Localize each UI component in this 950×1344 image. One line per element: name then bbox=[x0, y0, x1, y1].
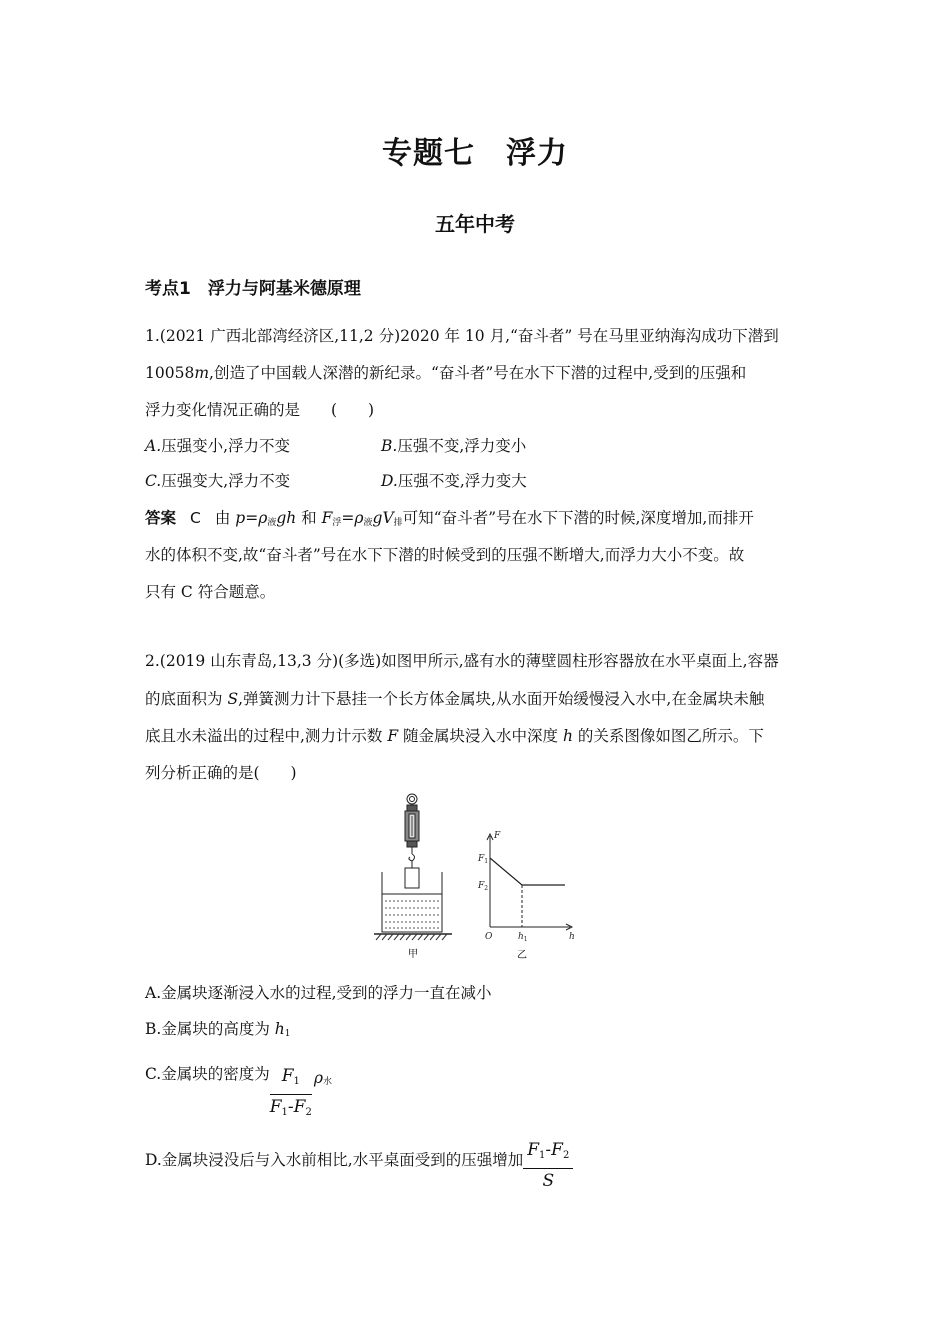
minus-sign: - bbox=[287, 1097, 294, 1117]
symbol-h: h bbox=[274, 1020, 285, 1038]
scale-hook bbox=[409, 854, 415, 861]
rho-sub: 水 bbox=[322, 1077, 332, 1087]
q2-line-4: 列分析正确的是( ) bbox=[145, 764, 297, 782]
minus-sign: - bbox=[545, 1140, 552, 1160]
q2-text: 的底面积为 bbox=[145, 690, 228, 708]
q1-depth-value: 10058 bbox=[145, 364, 195, 382]
q1-option-a[interactable] bbox=[145, 436, 290, 456]
graph-origin: O bbox=[485, 932, 493, 942]
symbol-h: h bbox=[562, 727, 573, 745]
q1-line-2 bbox=[145, 363, 746, 383]
f-sub: 1 bbox=[293, 1076, 300, 1087]
scale-ring bbox=[407, 794, 417, 804]
q1-option-d[interactable] bbox=[381, 471, 527, 491]
page-subtitle: 五年中考 bbox=[435, 212, 515, 236]
q1-option-b[interactable] bbox=[381, 436, 526, 456]
option-text: C.金属块的密度为 bbox=[145, 1065, 270, 1083]
q1-answer-line-3: 只有 C 符合题意。 bbox=[145, 583, 276, 601]
density-fraction bbox=[270, 1066, 312, 1123]
q2-line-1: 2.(2019 山东青岛,13,3 分)(多选)如图甲所示,盛有水的薄壁圆柱形容器放在水平桌面上,容器 bbox=[145, 652, 779, 670]
f-letter: F bbox=[269, 1097, 282, 1117]
q2-line-3 bbox=[145, 726, 764, 746]
option-text: 压强不变,浮力变小 bbox=[397, 437, 527, 455]
q2-option-d[interactable] bbox=[145, 1140, 573, 1191]
answer-text: 和 bbox=[296, 509, 322, 527]
formula-rho: =ρ bbox=[341, 509, 364, 527]
f-sub: 1 bbox=[281, 1107, 288, 1118]
graph-line bbox=[490, 858, 565, 885]
option-text: 压强变大,浮力不变 bbox=[161, 472, 291, 490]
f-letter: F bbox=[527, 1140, 540, 1160]
q1-option-c[interactable] bbox=[145, 471, 290, 491]
rho-symbol: ρ bbox=[313, 1069, 323, 1087]
graph-h1-sub: 1 bbox=[523, 936, 528, 943]
q2-text: 底且水未溢出的过程中,测力计示数 bbox=[145, 727, 388, 745]
graph-f2-letter: F bbox=[478, 881, 485, 891]
fraction-numerator bbox=[270, 1066, 312, 1095]
option-letter: A. bbox=[145, 437, 162, 455]
option-letter: C. bbox=[145, 472, 162, 490]
q1-answer-line-2: 水的体积不变,故“奋斗者”号在水下下潜的时候受到的压强不断增大,而浮力大小不变。故 bbox=[145, 546, 745, 564]
water bbox=[385, 901, 440, 928]
symbol-s: S bbox=[227, 690, 239, 708]
figure-label-left: 甲 bbox=[408, 949, 418, 960]
table-hatch bbox=[376, 934, 447, 940]
option-text: B.金属块的高度为 bbox=[145, 1020, 275, 1038]
force-depth-graph bbox=[487, 834, 572, 930]
graph-h1-letter: h bbox=[518, 932, 524, 942]
q2-text: ,弹簧测力计下悬挂一个长方体金属块,从水面开始缓慢浸入水中,在金属块未触 bbox=[238, 690, 765, 708]
symbol-sub: 1 bbox=[284, 1029, 291, 1039]
answer-label: 答案 bbox=[145, 509, 177, 527]
f-letter: F bbox=[293, 1097, 306, 1117]
fraction-denominator bbox=[270, 1095, 312, 1123]
metal-block bbox=[405, 868, 419, 888]
formula-sub: 排 bbox=[393, 518, 403, 528]
q2-option-b[interactable] bbox=[145, 1019, 290, 1044]
fraction-denominator: S bbox=[542, 1171, 555, 1191]
fraction-numerator bbox=[523, 1140, 573, 1169]
q1-answer-line-1 bbox=[145, 508, 754, 533]
option-text: 压强不变,浮力变大 bbox=[397, 472, 527, 490]
formula-sub: 液 bbox=[363, 518, 373, 528]
q1-line-2-text: ,创造了中国载人深潜的新纪录。“奋斗者”号在水下下潜的过程中,受到的压强和 bbox=[209, 364, 747, 382]
q1-depth-unit: m bbox=[194, 364, 210, 382]
spring-scale-apparatus bbox=[374, 794, 452, 940]
q1-line-3: 浮力变化情况正确的是 ( ) bbox=[145, 401, 375, 419]
option-text: 压强变小,浮力不变 bbox=[161, 437, 291, 455]
graph-f2-label bbox=[477, 881, 488, 892]
formula-sub: 浮 bbox=[332, 518, 342, 528]
graph-y-label: F bbox=[494, 831, 501, 841]
formula-gv: gV bbox=[372, 509, 394, 527]
option-letter: D. bbox=[381, 472, 398, 490]
graph-f1-label bbox=[477, 854, 488, 865]
figure-label-right: 乙 bbox=[517, 950, 527, 961]
f-sub: 2 bbox=[562, 1150, 570, 1161]
formula-sub: 液 bbox=[267, 518, 277, 528]
answer-letter: C bbox=[190, 509, 201, 527]
formula-gh: gh bbox=[276, 509, 297, 527]
symbol-f: F bbox=[387, 727, 399, 745]
q2-text: 的关系图像如图乙所示。下 bbox=[572, 727, 764, 745]
f-letter: F bbox=[551, 1140, 563, 1160]
formula-rho: =ρ bbox=[245, 509, 268, 527]
section-heading: 考点1 浮力与阿基米德原理 bbox=[145, 279, 361, 299]
f-letter: F bbox=[281, 1066, 294, 1086]
option-text: D.金属块浸没后与入水前相比,水平桌面受到的压强增加 bbox=[145, 1151, 524, 1169]
q2-option-c[interactable] bbox=[145, 1064, 332, 1123]
graph-h1-label bbox=[518, 932, 528, 943]
f-sub: 2 bbox=[305, 1107, 312, 1118]
q1-line-1: 1.(2021 广西北部湾经济区,11,2 分)2020 年 10 月,“奋斗者” 号在马里亚纳海沟成功下潜到 bbox=[145, 327, 779, 345]
q2-line-2 bbox=[145, 689, 764, 709]
formula-f: F bbox=[321, 509, 333, 527]
option-letter: B. bbox=[381, 437, 398, 455]
pressure-fraction bbox=[523, 1140, 573, 1191]
page-title: 专题七 浮力 bbox=[382, 136, 568, 171]
graph-f2-sub: 2 bbox=[484, 885, 489, 892]
graph-f1-letter: F bbox=[478, 854, 485, 864]
q2-option-a[interactable]: A.金属块逐渐浸入水的过程,受到的浮力一直在减小 bbox=[145, 984, 492, 1002]
graph-x-label: h bbox=[569, 932, 575, 942]
q2-text: 随金属块浸入水中深度 bbox=[398, 727, 563, 745]
q2-figure bbox=[372, 792, 582, 962]
f-sub: 1 bbox=[539, 1150, 546, 1161]
answer-text: 可知“奋斗者”号在水下下潜的时候,深度增加,而排开 bbox=[402, 509, 754, 527]
graph-f1-sub: 1 bbox=[484, 858, 489, 865]
answer-text: 由 bbox=[214, 509, 236, 527]
formula-p: p bbox=[235, 509, 246, 527]
